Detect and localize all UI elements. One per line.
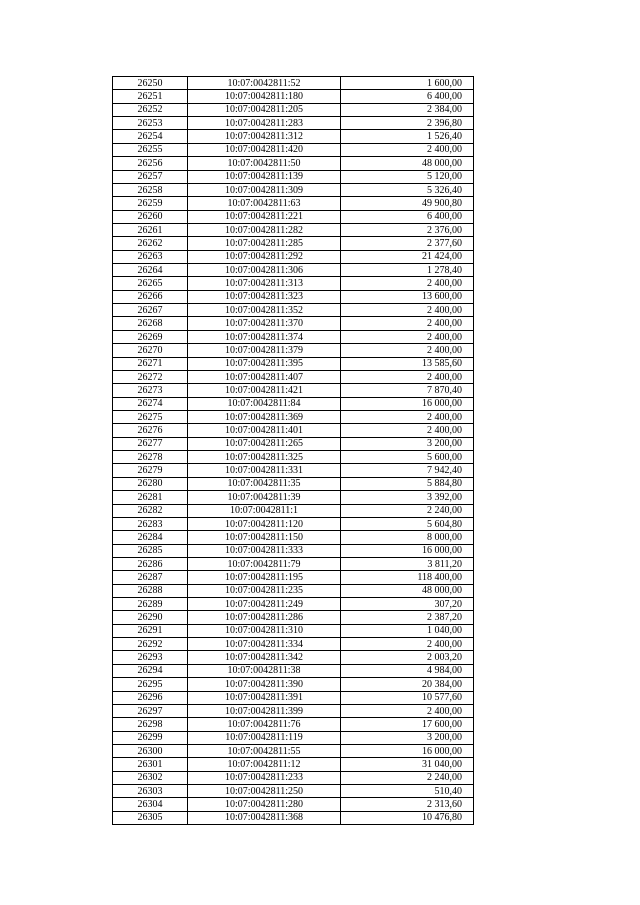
amount-cell: 307,20 (341, 598, 474, 611)
table-row (113, 798, 474, 811)
cadastral-number-cell: 10:07:0042811:280 (188, 798, 341, 811)
table-row (113, 651, 474, 664)
amount-cell: 2 240,00 (341, 504, 474, 517)
row-number-cell: 26291 (113, 624, 188, 637)
cadastral-number-cell: 10:07:0042811:35 (188, 477, 341, 490)
row-number-cell: 26257 (113, 170, 188, 183)
row-number-cell: 26274 (113, 397, 188, 410)
cadastral-number-cell: 10:07:0042811:352 (188, 304, 341, 317)
table-row (113, 598, 474, 611)
row-number-cell: 26268 (113, 317, 188, 330)
cadastral-number-cell: 10:07:0042811:313 (188, 277, 341, 290)
row-number-cell: 26251 (113, 90, 188, 103)
table-row (113, 771, 474, 784)
table-row (113, 370, 474, 383)
table-row (113, 237, 474, 250)
amount-cell: 6 400,00 (341, 90, 474, 103)
cadastral-number-cell: 10:07:0042811:374 (188, 330, 341, 343)
amount-cell: 2 313,60 (341, 798, 474, 811)
table-row (113, 223, 474, 236)
row-number-cell: 26264 (113, 264, 188, 277)
amount-cell: 13 585,60 (341, 357, 474, 370)
table-row (113, 624, 474, 637)
amount-cell: 2 400,00 (341, 424, 474, 437)
row-number-cell: 26300 (113, 744, 188, 757)
row-number-cell: 26296 (113, 691, 188, 704)
cadastral-number-cell: 10:07:0042811:323 (188, 290, 341, 303)
table-row (113, 330, 474, 343)
cadastral-number-cell: 10:07:0042811:399 (188, 704, 341, 717)
table-row (113, 424, 474, 437)
table-row (113, 758, 474, 771)
table-row (113, 197, 474, 210)
cadastral-number-cell: 10:07:0042811:120 (188, 517, 341, 530)
cadastral-number-cell: 10:07:0042811:79 (188, 557, 341, 570)
table-row (113, 611, 474, 624)
cadastral-number-cell: 10:07:0042811:150 (188, 531, 341, 544)
table-body (113, 77, 474, 825)
amount-cell: 48 000,00 (341, 584, 474, 597)
row-number-cell: 26265 (113, 277, 188, 290)
data-table (112, 76, 474, 825)
row-number-cell: 26287 (113, 571, 188, 584)
amount-cell: 2 400,00 (341, 638, 474, 651)
amount-cell: 2 400,00 (341, 330, 474, 343)
row-number-cell: 26262 (113, 237, 188, 250)
row-number-cell: 26302 (113, 771, 188, 784)
row-number-cell: 26270 (113, 344, 188, 357)
table-row (113, 744, 474, 757)
amount-cell: 4 984,00 (341, 664, 474, 677)
amount-cell: 510,40 (341, 785, 474, 798)
amount-cell: 3 392,00 (341, 491, 474, 504)
amount-cell: 2 400,00 (341, 143, 474, 156)
row-number-cell: 26271 (113, 357, 188, 370)
amount-cell: 21 424,00 (341, 250, 474, 263)
cadastral-number-cell: 10:07:0042811:180 (188, 90, 341, 103)
row-number-cell: 26272 (113, 370, 188, 383)
row-number-cell: 26305 (113, 811, 188, 824)
amount-cell: 2 400,00 (341, 277, 474, 290)
row-number-cell: 26253 (113, 117, 188, 130)
amount-cell: 1 040,00 (341, 624, 474, 637)
table-row (113, 504, 474, 517)
row-number-cell: 26289 (113, 598, 188, 611)
table-row (113, 397, 474, 410)
amount-cell: 2 400,00 (341, 370, 474, 383)
row-number-cell: 26286 (113, 557, 188, 570)
row-number-cell: 26303 (113, 785, 188, 798)
row-number-cell: 26277 (113, 437, 188, 450)
amount-cell: 16 000,00 (341, 744, 474, 757)
cadastral-number-cell: 10:07:0042811:395 (188, 357, 341, 370)
amount-cell: 2 396,80 (341, 117, 474, 130)
amount-cell: 10 577,60 (341, 691, 474, 704)
cadastral-number-cell: 10:07:0042811:342 (188, 651, 341, 664)
table-row (113, 664, 474, 677)
cadastral-number-cell: 10:07:0042811:286 (188, 611, 341, 624)
amount-cell: 1 278,40 (341, 264, 474, 277)
table-row (113, 344, 474, 357)
cadastral-number-cell: 10:07:0042811:421 (188, 384, 341, 397)
cadastral-number-cell: 10:07:0042811:325 (188, 451, 341, 464)
cadastral-number-cell: 10:07:0042811:119 (188, 731, 341, 744)
amount-cell: 2 400,00 (341, 344, 474, 357)
table-row (113, 117, 474, 130)
table-row (113, 250, 474, 263)
table-row (113, 785, 474, 798)
amount-cell: 5 326,40 (341, 183, 474, 196)
table-row (113, 170, 474, 183)
amount-cell: 13 600,00 (341, 290, 474, 303)
amount-cell: 3 811,20 (341, 557, 474, 570)
row-number-cell: 26266 (113, 290, 188, 303)
amount-cell: 2 387,20 (341, 611, 474, 624)
cadastral-number-cell: 10:07:0042811:310 (188, 624, 341, 637)
table-row (113, 264, 474, 277)
amount-cell: 16 000,00 (341, 544, 474, 557)
row-number-cell: 26283 (113, 517, 188, 530)
cadastral-number-cell: 10:07:0042811:52 (188, 77, 341, 90)
table-row (113, 464, 474, 477)
cadastral-number-cell: 10:07:0042811:369 (188, 410, 341, 423)
cadastral-number-cell: 10:07:0042811:390 (188, 678, 341, 691)
cadastral-number-cell: 10:07:0042811:265 (188, 437, 341, 450)
table-row (113, 584, 474, 597)
table-row (113, 384, 474, 397)
amount-cell: 3 200,00 (341, 731, 474, 744)
cadastral-number-cell: 10:07:0042811:309 (188, 183, 341, 196)
table-row (113, 731, 474, 744)
table-row (113, 691, 474, 704)
amount-cell: 118 400,00 (341, 571, 474, 584)
row-number-cell: 26288 (113, 584, 188, 597)
cadastral-number-cell: 10:07:0042811:39 (188, 491, 341, 504)
table-row (113, 638, 474, 651)
row-number-cell: 26278 (113, 451, 188, 464)
table-row (113, 571, 474, 584)
table-row (113, 451, 474, 464)
row-number-cell: 26280 (113, 477, 188, 490)
table-row (113, 357, 474, 370)
table-row (113, 704, 474, 717)
amount-cell: 5 600,00 (341, 451, 474, 464)
cadastral-number-cell: 10:07:0042811:282 (188, 223, 341, 236)
row-number-cell: 26297 (113, 704, 188, 717)
amount-cell: 2 400,00 (341, 704, 474, 717)
row-number-cell: 26295 (113, 678, 188, 691)
cadastral-number-cell: 10:07:0042811:285 (188, 237, 341, 250)
table-row (113, 157, 474, 170)
cadastral-number-cell: 10:07:0042811:250 (188, 785, 341, 798)
row-number-cell: 26279 (113, 464, 188, 477)
row-number-cell: 26294 (113, 664, 188, 677)
cadastral-number-cell: 10:07:0042811:379 (188, 344, 341, 357)
amount-cell: 49 900,80 (341, 197, 474, 210)
table-row (113, 811, 474, 824)
row-number-cell: 26281 (113, 491, 188, 504)
cadastral-number-cell: 10:07:0042811:249 (188, 598, 341, 611)
cadastral-number-cell: 10:07:0042811:312 (188, 130, 341, 143)
cadastral-number-cell: 10:07:0042811:333 (188, 544, 341, 557)
amount-cell: 2 400,00 (341, 410, 474, 423)
row-number-cell: 26273 (113, 384, 188, 397)
row-number-cell: 26299 (113, 731, 188, 744)
amount-cell: 2 377,60 (341, 237, 474, 250)
cadastral-number-cell: 10:07:0042811:368 (188, 811, 341, 824)
row-number-cell: 26261 (113, 223, 188, 236)
table-row (113, 90, 474, 103)
table-row (113, 437, 474, 450)
amount-cell: 1 600,00 (341, 77, 474, 90)
cadastral-number-cell: 10:07:0042811:334 (188, 638, 341, 651)
cadastral-number-cell: 10:07:0042811:76 (188, 718, 341, 731)
amount-cell: 7 870,40 (341, 384, 474, 397)
row-number-cell: 26255 (113, 143, 188, 156)
cadastral-number-cell: 10:07:0042811:205 (188, 103, 341, 116)
table-row (113, 517, 474, 530)
table-row (113, 103, 474, 116)
cadastral-number-cell: 10:07:0042811:283 (188, 117, 341, 130)
amount-cell: 5 884,80 (341, 477, 474, 490)
amount-cell: 3 200,00 (341, 437, 474, 450)
cadastral-number-cell: 10:07:0042811:55 (188, 744, 341, 757)
cadastral-number-cell: 10:07:0042811:407 (188, 370, 341, 383)
row-number-cell: 26258 (113, 183, 188, 196)
amount-cell: 48 000,00 (341, 157, 474, 170)
row-number-cell: 26284 (113, 531, 188, 544)
amount-cell: 5 604,80 (341, 517, 474, 530)
row-number-cell: 26260 (113, 210, 188, 223)
row-number-cell: 26276 (113, 424, 188, 437)
amount-cell: 8 000,00 (341, 531, 474, 544)
row-number-cell: 26282 (113, 504, 188, 517)
table-row (113, 718, 474, 731)
cadastral-number-cell: 10:07:0042811:12 (188, 758, 341, 771)
row-number-cell: 26292 (113, 638, 188, 651)
cadastral-number-cell: 10:07:0042811:233 (188, 771, 341, 784)
table-row (113, 557, 474, 570)
amount-cell: 2 384,00 (341, 103, 474, 116)
row-number-cell: 26269 (113, 330, 188, 343)
cadastral-number-cell: 10:07:0042811:235 (188, 584, 341, 597)
amount-cell: 2 400,00 (341, 317, 474, 330)
table-row (113, 130, 474, 143)
table-row (113, 477, 474, 490)
table-row (113, 410, 474, 423)
amount-cell: 20 384,00 (341, 678, 474, 691)
amount-cell: 5 120,00 (341, 170, 474, 183)
row-number-cell: 26301 (113, 758, 188, 771)
amount-cell: 2 003,20 (341, 651, 474, 664)
row-number-cell: 26259 (113, 197, 188, 210)
cadastral-number-cell: 10:07:0042811:401 (188, 424, 341, 437)
row-number-cell: 26293 (113, 651, 188, 664)
table-row (113, 544, 474, 557)
amount-cell: 16 000,00 (341, 397, 474, 410)
amount-cell: 6 400,00 (341, 210, 474, 223)
amount-cell: 7 942,40 (341, 464, 474, 477)
row-number-cell: 26252 (113, 103, 188, 116)
row-number-cell: 26304 (113, 798, 188, 811)
table-row (113, 531, 474, 544)
table-row (113, 304, 474, 317)
cadastral-number-cell: 10:07:0042811:195 (188, 571, 341, 584)
row-number-cell: 26256 (113, 157, 188, 170)
cadastral-number-cell: 10:07:0042811:391 (188, 691, 341, 704)
cadastral-number-cell: 10:07:0042811:420 (188, 143, 341, 156)
table-row (113, 277, 474, 290)
row-number-cell: 26254 (113, 130, 188, 143)
table-row (113, 210, 474, 223)
cadastral-number-cell: 10:07:0042811:63 (188, 197, 341, 210)
amount-cell: 31 040,00 (341, 758, 474, 771)
amount-cell: 17 600,00 (341, 718, 474, 731)
amount-cell: 2 240,00 (341, 771, 474, 784)
table-row (113, 77, 474, 90)
amount-cell: 10 476,80 (341, 811, 474, 824)
cadastral-number-cell: 10:07:0042811:84 (188, 397, 341, 410)
row-number-cell: 26250 (113, 77, 188, 90)
row-number-cell: 26290 (113, 611, 188, 624)
table-row (113, 143, 474, 156)
table-row (113, 183, 474, 196)
table-row (113, 678, 474, 691)
table-row (113, 290, 474, 303)
row-number-cell: 26267 (113, 304, 188, 317)
row-number-cell: 26275 (113, 410, 188, 423)
cadastral-number-cell: 10:07:0042811:139 (188, 170, 341, 183)
cadastral-number-cell: 10:07:0042811:331 (188, 464, 341, 477)
row-number-cell: 26298 (113, 718, 188, 731)
cadastral-number-cell: 10:07:0042811:306 (188, 264, 341, 277)
table-row (113, 317, 474, 330)
cadastral-number-cell: 10:07:0042811:370 (188, 317, 341, 330)
amount-cell: 2 400,00 (341, 304, 474, 317)
cadastral-number-cell: 10:07:0042811:292 (188, 250, 341, 263)
row-number-cell: 26285 (113, 544, 188, 557)
amount-cell: 2 376,00 (341, 223, 474, 236)
cadastral-number-cell: 10:07:0042811:1 (188, 504, 341, 517)
cadastral-number-cell: 10:07:0042811:50 (188, 157, 341, 170)
table-row (113, 491, 474, 504)
cadastral-number-cell: 10:07:0042811:38 (188, 664, 341, 677)
row-number-cell: 26263 (113, 250, 188, 263)
amount-cell: 1 526,40 (341, 130, 474, 143)
cadastral-number-cell: 10:07:0042811:221 (188, 210, 341, 223)
